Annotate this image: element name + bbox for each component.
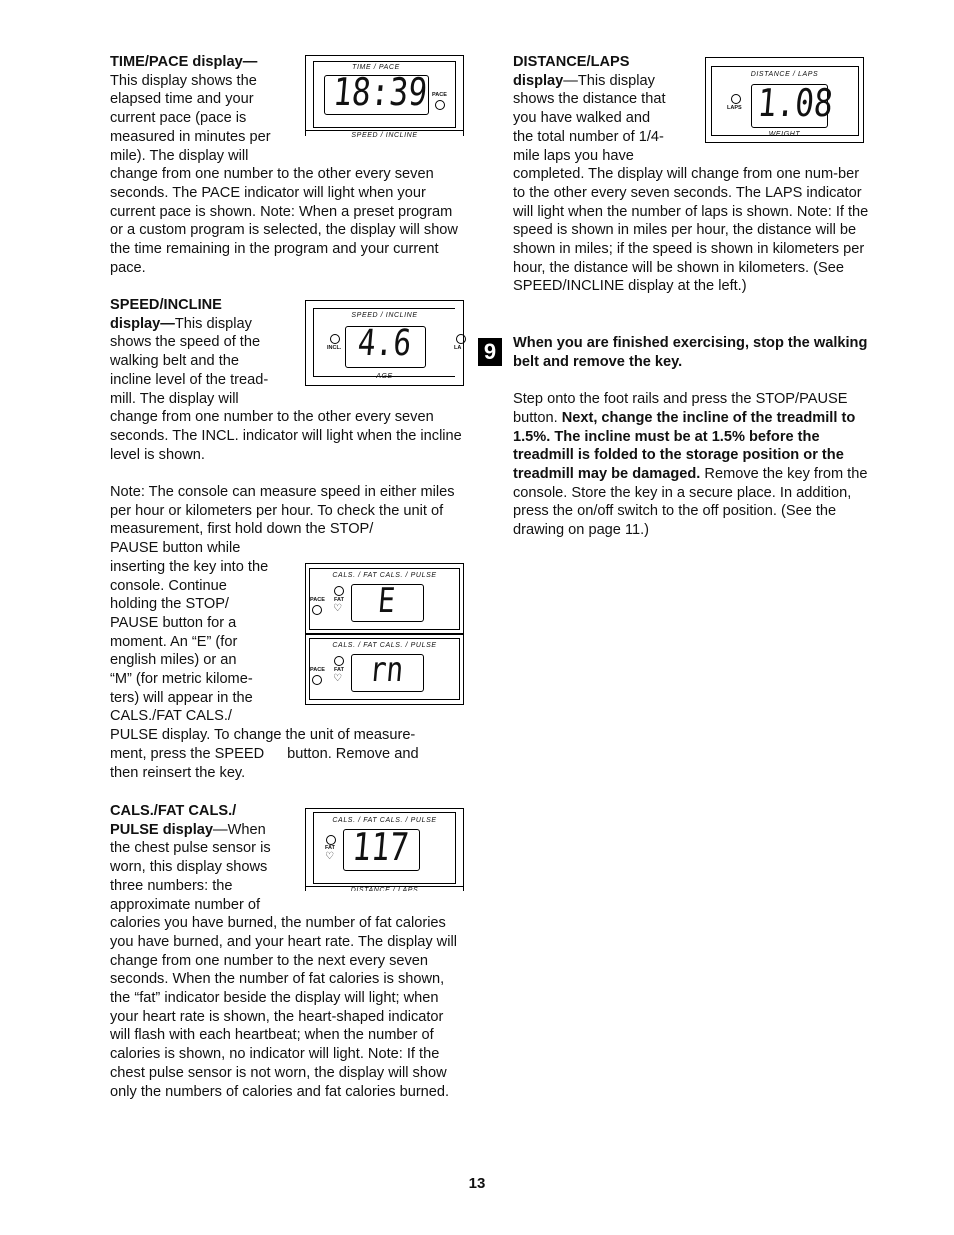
cals-line: PULSE display—When [110, 821, 266, 838]
laps-indicator-label: LAPS [727, 105, 742, 111]
lcd-value: 1.08 [755, 81, 835, 125]
pace-indicator-label: PACE [432, 92, 447, 98]
fat-indicator-label: FAT [325, 845, 335, 851]
pace-indicator-light-icon [312, 675, 322, 685]
units-note-line: moment. An “E” (for [110, 633, 238, 650]
fat-indicator-light-icon [326, 835, 336, 845]
display-top-label: CALS. / FAT CALS. / PULSE [332, 572, 437, 579]
display-bottom-label: DISTANCE / LAPS [350, 887, 419, 891]
step9-heading: When you are finished exercising, stop the walking belt and remove the key. [513, 335, 868, 370]
cals-line: three numbers: the [110, 877, 233, 894]
speed-incline-heading: SPEED/INCLINE [110, 297, 222, 313]
units-note-body: Note: The console can measure speed in either miles per hour or kilometers per hour. To check the unit of measurement, first hold down the STOP/ [110, 484, 455, 538]
cals-display-illustration [305, 808, 464, 891]
distance-laps-heading: DISTANCE/LAPS [513, 54, 630, 70]
units-note-line: “M” (for metric kilome- [110, 671, 253, 688]
units-note-line: PAUSE button for a [110, 614, 237, 631]
speed-incline-line: mill. The display will [110, 390, 239, 407]
units-note-line: ment, press the SPEED button. Remove and [110, 745, 419, 762]
units-note-line: PULSE display. To change the unit of measure- [110, 727, 416, 744]
lcd-value: 117 [350, 825, 411, 869]
distance-laps-line: shows the distance that [513, 91, 666, 108]
time-pace-line: elapsed time and your [110, 91, 254, 108]
incl-indicator-light-icon [330, 334, 340, 344]
laps-indicator-light-icon [456, 334, 466, 344]
time-pace-heading: TIME/PACE display— [110, 54, 258, 70]
distance-laps-line: you have walked and [513, 110, 651, 127]
laps-indicator-label: LA [454, 345, 462, 351]
display-bottom-label: AGE [376, 373, 393, 380]
time-pace-display-illustration [305, 55, 464, 136]
display-top-label: CALS. / FAT CALS. / PULSE [332, 642, 437, 649]
units-display-e-illustration [305, 563, 464, 634]
distance-laps-line: display—This display [513, 72, 655, 89]
time-pace-line: current pace (pace is [110, 110, 247, 127]
distance-laps-body: completed. The display will change from one num-ber to the other every seven seconds. The LAPS indicator will light when the number of laps is shown. Note: If the speed is shown in miles per hour, the distance will be shown in miles; if the speed is shown in kilometers per hour, the distance will be shown in kilometers. (See SPEED/INCLINE display at the left.) [513, 166, 869, 295]
cals-line: approximate number of [110, 896, 261, 913]
step-number-badge: 9 [478, 338, 502, 366]
distance-laps-line: mile laps you have [513, 147, 634, 164]
pace-indicator-label: PACE [310, 597, 325, 603]
units-note-line: then reinsert the key. [110, 764, 246, 781]
step9-section [513, 334, 873, 540]
lcd-value: E [376, 581, 397, 621]
units-note-line: ters) will appear in the [110, 689, 253, 706]
cals-line: worn, this display shows [110, 859, 268, 876]
time-pace-line: This display shows the [110, 72, 257, 89]
heart-indicator-icon: ♡ [333, 603, 342, 614]
time-pace-line: measured in minutes per [110, 128, 271, 145]
display-top-label: SPEED / INCLINE [351, 312, 418, 319]
heart-indicator-icon: ♡ [325, 851, 334, 862]
cals-body: calories you have burned, the number of fat calories you have burned, and your heart rate. The display will change from one number to the next every seven seconds. When the number of fat calories is shown, the “fat” indicator beside the display will light; when your heart rate is shown, the heart-shaped indicator will flash with each heartbeat; when the number of calories is shown, no indicator will light. Note: If the chest pulse sensor is not worn, the display will show only the numbers of calories and fat calories burned. [110, 915, 457, 1100]
display-top-label: TIME / PACE [352, 64, 400, 71]
time-pace-line: mile). The display will [110, 147, 249, 164]
units-note-line: holding the STOP/ [110, 596, 229, 613]
fat-indicator-label: FAT [334, 667, 344, 673]
page-number: 13 [468, 1175, 486, 1192]
units-note-line: english miles) or an [110, 652, 237, 669]
units-note-line: PAUSE button while [110, 540, 241, 557]
speed-incline-line: incline level of the tread- [110, 371, 269, 388]
lcd-value: 18:39 [331, 70, 429, 114]
fat-indicator-label: FAT [334, 597, 344, 603]
speed-incline-line: display—This display [110, 315, 252, 332]
display-bottom-label: WEIGHT [768, 131, 801, 138]
display-top-label: DISTANCE / LAPS [750, 71, 819, 78]
laps-indicator-light-icon [731, 94, 741, 104]
distance-laps-line: the total number of 1/4- [513, 128, 664, 145]
speed-incline-line: shows the speed of the [110, 334, 261, 351]
speed-incline-line: walking belt and the [110, 353, 239, 370]
fat-indicator-light-icon [334, 656, 344, 666]
speed-incline-display-illustration [305, 300, 464, 386]
display-bottom-label: SPEED / INCLINE [351, 132, 418, 138]
units-display-m-illustration [305, 634, 464, 705]
lcd-value: 4.6 [356, 323, 413, 364]
heart-indicator-icon: ♡ [333, 673, 342, 684]
speed-incline-body: change from one number to the other every seven seconds. The INCL. indicator will light when the incline level is shown. [110, 409, 462, 463]
pace-indicator-light-icon [312, 605, 322, 615]
time-pace-body: change from one number to the other every seven seconds. The PACE indicator will light when your current pace is shown. Note: When a preset program or a custom program is selected, the display will show the time remaining in the program and your current pace. [110, 166, 458, 276]
incl-indicator-label: INCL. [327, 345, 342, 351]
step9-body: Step onto the foot rails and press the STOP/PAUSE button. Next, change the incline of the treadmill to 1.5%. The incline must be at 1.5% before the treadmill is folded to the storage position or the treadmill may be damaged. Remove the key from the console. Store the key in a secure place. In addition, press the on/off switch to the off position. (See the drawing on page 11.) [513, 391, 868, 539]
units-note-line: inserting the key into the [110, 558, 269, 575]
lcd-value: rn [367, 650, 406, 690]
units-note-line: console. Continue [110, 577, 227, 594]
display-top-label: CALS. / FAT CALS. / PULSE [332, 817, 437, 824]
distance-laps-display-illustration [705, 57, 864, 143]
cals-line: the chest pulse sensor is [110, 840, 271, 857]
cals-heading: CALS./FAT CALS./ [110, 803, 237, 819]
pace-indicator-light-icon [435, 100, 445, 110]
pace-indicator-label: PACE [310, 667, 325, 673]
fat-indicator-light-icon [334, 586, 344, 596]
units-note-line: CALS./FAT CALS./ [110, 708, 232, 725]
